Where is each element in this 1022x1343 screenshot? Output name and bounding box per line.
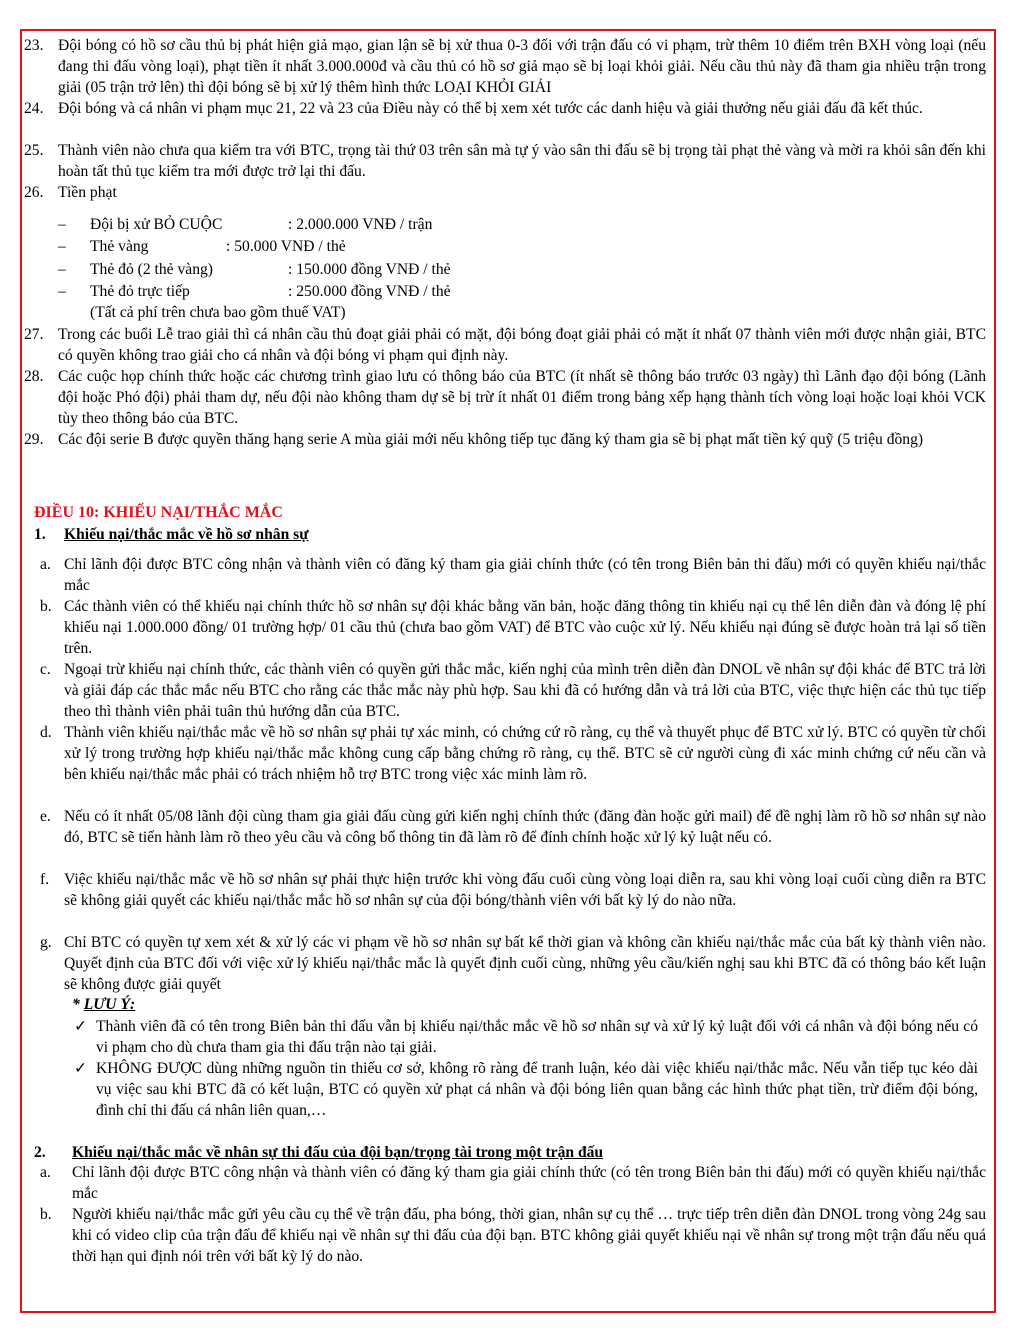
list-item: [0, 596, 1022, 659]
list-item: [0, 659, 1022, 722]
note-star: *: [72, 996, 84, 1013]
item-letter: b.: [40, 598, 52, 615]
item-letter: e.: [40, 808, 51, 825]
fee-value: : 50.000 VNĐ / thẻ: [226, 238, 346, 255]
note-title: [72, 994, 135, 1015]
fee-row: [0, 236, 1022, 257]
list-item: [0, 554, 1022, 596]
item-number: 27.: [24, 326, 44, 343]
item-text: Việc khiếu nại/thắc mắc về hồ sơ nhân sự phải thực hiện trước khi vòng đấu cuối cùng vòng loại diễn ra, sau khi vòng loại cuối cùng diễn ra BTC sẽ không giải quyết các khiếu nại/thắc mắc hồ sơ nhân sự của đội bóng/thành viên với bất kỳ lý do nào nữa.: [64, 871, 986, 909]
list-item: [0, 869, 1022, 932]
dash-bullet: –: [58, 216, 66, 233]
fee-row: [0, 281, 1022, 302]
item-text: Thành viên khiếu nại/thắc mắc về hồ sơ nhân sự phải tự xác minh, có chứng cứ rõ ràng, cụ thể và thuyết phục để BTC xử lý. BTC có quyền từ chối xử lý trong trường hợp khiếu nại/thắc mắc không cung cấp bằng chứng rõ ràng, cụ thể. BTC sẽ cử người cùng đi xác minh chứng cứ nếu cần và bên khiếu nại/thắc mắc phải có trách nhiệm hỗ trợ BTC trong việc xác minh làm rõ.: [64, 724, 986, 783]
item-text: Chỉ BTC có quyền tự xem xét & xử lý các vi phạm về hồ sơ nhân sự bất kể thời gian và không cần khiếu nại/thắc mắc của bất kỳ thành viên nào. Quyết định của BTC đối với việc xử lý khiếu nại/thắc mắc là quyết định cuối cùng, những yêu cầu/kiến nghị sau khi BTC đã có thông báo kết luận sẽ không được giải quyết: [64, 934, 986, 993]
item-letter: a.: [40, 556, 51, 573]
dash-bullet: –: [58, 261, 66, 278]
list-item: [0, 1162, 1022, 1204]
list-item: [0, 182, 1022, 203]
item-letter: b.: [40, 1206, 52, 1223]
subsection-title: Khiếu nại/thắc mắc về hồ sơ nhân sự: [64, 526, 309, 543]
note-text: Thành viên đã có tên trong Biên bản thi đấu vẫn bị khiếu nại/thắc mắc về hồ sơ nhân sự và xử lý kỷ luật đối với cá nhân và đội bóng nếu có vi phạm cho dù chưa tham gia thi đấu trận nào tại giải.: [96, 1018, 978, 1056]
item-text: Trong các buổi Lễ trao giải thì cá nhân cầu thủ đoạt giải phải có mặt, đội bóng đoạt giải phải có mặt ít nhất 07 thành viên mới được nhận giải, BTC có quyền không trao giải cho cá nhân và đội bóng vi phạm qui định này.: [58, 326, 986, 364]
item-number: 28.: [24, 368, 44, 385]
list-item: [0, 98, 1022, 140]
item-number: 25.: [24, 142, 44, 159]
item-text: Người khiếu nại/thắc mắc gửi yêu cầu cụ thể về trận đấu, pha bóng, thời gian, nhân sự cụ thể … trực tiếp trên diễn đàn DNOL trong vòng 24g sau khi có video clip của trận đấu để khiếu nại về nhân sự thi đấu của đội bạn. BTC không giải quyết khiếu nại về nhân sự trong một trận đấu nếu quá thời hạn qui định nói trên với bất kỳ lý do nào.: [72, 1206, 986, 1265]
list-item: [0, 722, 1022, 806]
subsection-title-row: [0, 524, 1022, 546]
item-letter: a.: [40, 1164, 51, 1181]
list-item: [0, 429, 1022, 471]
fee-row: [0, 259, 1022, 280]
fees-note: [0, 302, 1022, 323]
dash-bullet: –: [58, 283, 66, 300]
note-label: LƯU Ý:: [83, 996, 136, 1013]
note-item: [0, 1058, 1022, 1121]
note-text: KHÔNG ĐƯỢC dùng những nguồn tin thiếu cơ sở, không rõ ràng để tranh luận, kéo dài việc khiếu nại/thắc mắc. Nếu vẫn tiếp tục kéo dài vụ việc sau khi BTC đã có kết luận, BTC có quyền xử phạt cá nhân và đội bóng liên quan bằng các hình thức phạt tiền, trừ điểm đội bóng, đình chỉ thi đấu cá nhân liên quan,…: [96, 1060, 978, 1119]
item-number: 29.: [24, 431, 44, 448]
item-number: 24.: [24, 100, 44, 117]
item-text: Các đội serie B được quyền thăng hạng serie A mùa giải mới nếu không tiếp tục đăng ký tham gia sẽ bị phạt mất tiền ký quỹ (5 triệu đồng): [58, 431, 924, 448]
item-letter: c.: [40, 661, 51, 678]
item-text: Chỉ lãnh đội được BTC công nhận và thành viên có đăng ký tham gia giải chính thức (có tên trong Biên bản thi đấu) mới có quyền khiếu nại/thắc mắc: [72, 1164, 986, 1202]
subsection-number: 2.: [34, 1144, 46, 1161]
list-item: [0, 35, 1022, 98]
fees-note-text: (Tất cả phí trên chưa bao gồm thuế VAT): [90, 304, 346, 321]
section-heading: ĐIỀU 10: KHIẾU NẠI/THẮC MẮC: [34, 504, 283, 521]
list-item: [0, 932, 1022, 995]
item-text: Tiền phạt: [58, 184, 117, 201]
fee-label: Đội bị xử BỎ CUỘC: [90, 216, 223, 233]
list-item: [0, 140, 1022, 182]
item-text: Các cuộc họp chính thức hoặc các chương trình giao lưu có thông báo của BTC (ít nhất sẽ thông báo trước 03 ngày) thì Lãnh đạo đội bóng (Lãnh đội hoặc Phó đội) phải tham dự, nếu đội nào không tham dự sẽ bị trừ ít nhất 01 điểm trong bảng xếp hạng thành tích vòng loại hoặc loại khỏi VCK tùy theo thông báo của BTC.: [58, 368, 986, 427]
item-text: Đội bóng có hồ sơ cầu thủ bị phát hiện giả mạo, gian lận sẽ bị xử thua 0-3 đối với trận đấu có vi phạm, trừ thêm 10 điểm trên BXH vòng loại (nếu đang thi đấu vòng loại), phạt tiền ít nhất 3.000.000đ và cầu thủ có hồ sơ giả mạo sẽ bị loại khỏi giải. Nếu cầu thủ này đã tham gia nhiều trận trong giải (05 trận trở lên) thì đội bóng sẽ bị xử lý thêm hình thức LOẠI KHỎI GIẢI: [58, 37, 986, 96]
fee-label: Thẻ đỏ trực tiếp: [90, 283, 190, 300]
item-letter: f.: [40, 871, 50, 888]
fee-row: [0, 214, 1022, 235]
item-number: 23.: [24, 37, 44, 54]
fee-label: Thẻ vàng: [90, 238, 149, 255]
item-text: Thành viên nào chưa qua kiểm tra với BTC, trọng tài thứ 03 trên sân mà tự ý vào sân thi đấu sẽ bị trọng tài phạt thẻ vàng và mời ra khỏi sân đến khi hoàn tất thủ tục kiểm tra mới được trở lại thi đấu.: [58, 142, 986, 180]
item-text: Các thành viên có thể khiếu nại chính thức hồ sơ nhân sự đội khác bằng văn bản, hoặc đăng thông tin khiếu nại cụ thể lên diễn đàn và đóng lệ phí khiếu nại 1.000.000 đồng/ 01 trường hợp/ 01 cầu thủ (chưa bao gồm VAT) để BTC vào cuộc xử lý. Nếu khiếu nại đúng sẽ được hoàn trả lại số tiền trên.: [64, 598, 986, 657]
dash-bullet: –: [58, 238, 66, 255]
fee-value: : 2.000.000 VNĐ / trận: [288, 216, 433, 233]
item-text: Đội bóng và cá nhân vi phạm mục 21, 22 và 23 của Điều này có thể bị xem xét tước các danh hiệu và giải thưởng nếu giải đấu đã kết thúc.: [58, 100, 923, 117]
check-icon: ✓: [74, 1018, 88, 1035]
list-item: [0, 324, 1022, 366]
note-item: [0, 1016, 1022, 1058]
item-text: Nếu có ít nhất 05/08 lãnh đội cùng tham gia giải đấu cùng gửi kiến nghị chính thức (đăng đàn hoặc gửi mail) để đề nghị làm rõ hồ sơ nhân sự nào đó, BTC sẽ tiến hành làm rõ theo yêu cầu và công bố thông tin đã làm rõ để đính chính hoặc xử lý kỷ luật nếu có.: [64, 808, 986, 846]
subsection-number: 1.: [34, 526, 46, 543]
check-icon: ✓: [74, 1060, 88, 1077]
subsection-title: Khiếu nại/thắc mắc về nhân sự thi đấu của đội bạn/trọng tài trong một trận đấu: [72, 1144, 604, 1161]
item-letter: g.: [40, 934, 52, 951]
item-number: 26.: [24, 184, 44, 201]
subsection-title-row: [0, 1142, 1022, 1164]
list-item: [0, 806, 1022, 869]
fee-value: : 250.000 đồng VNĐ / thẻ: [288, 283, 451, 300]
item-letter: d.: [40, 724, 52, 741]
fee-value: : 150.000 đồng VNĐ / thẻ: [288, 261, 451, 278]
list-item: [0, 366, 1022, 429]
fee-label: Thẻ đỏ (2 thẻ vàng): [90, 261, 213, 278]
item-text: Ngoại trừ khiếu nại chính thức, các thành viên có quyền gửi thắc mắc, kiến nghị của mình trên diễn đàn DNOL về nhân sự đội khác để BTC trả lời và giải đáp các thắc mắc nếu BTC cho rằng các thắc mắc này phù hợp. Sau khi đã có hướng dẫn và trả lời của BTC, việc thực hiện các thủ tục tiếp theo thì thành viên phải tuân thủ hướng dẫn của BTC.: [64, 661, 986, 720]
list-item: [0, 1204, 1022, 1267]
item-text: Chỉ lãnh đội được BTC công nhận và thành viên có đăng ký tham gia giải chính thức (có tên trong Biên bản thi đấu) mới có quyền khiếu nại/thắc mắc: [64, 556, 986, 594]
